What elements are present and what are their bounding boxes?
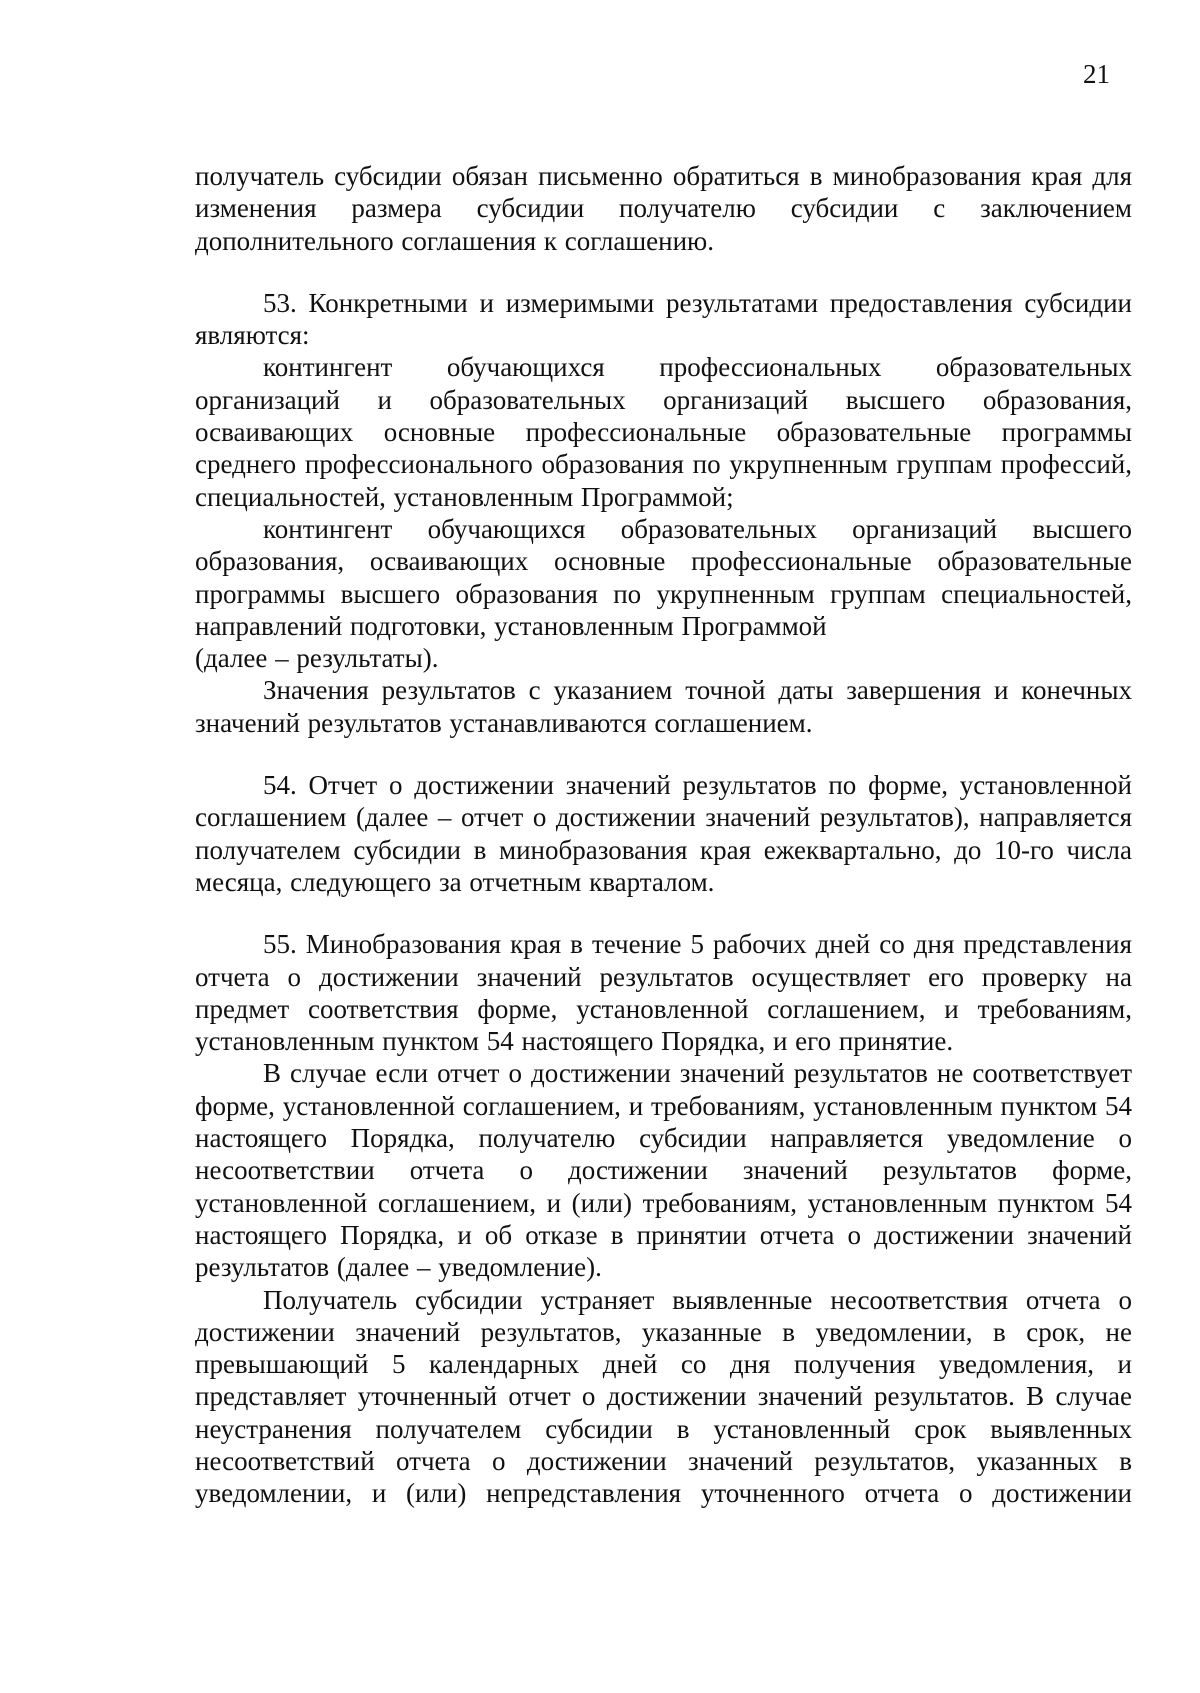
document-body: [195, 160, 1132, 1510]
paragraph-55-correction: Получатель субсидии устраняет выявленные несоответствия отчета о достижении значений результатов, указанные в уведомлении, в срок, не превышающий 5 календарных дней со дня получения уведомления, и представляет уточненный отчет о достижении значений результатов. В случае неустранения получателем субсидии в установленный срок выявленных несоответствий отчета о достижении значений результатов, указанных в уведомлении, и (или) непредставления уточненного отчета о достижении: [195, 1284, 1132, 1509]
paragraph-53-values: Значения результатов с указанием точной даты завершения и конечных значений результатов устанавливаются соглашением.: [195, 675, 1132, 738]
page-number: 21: [1083, 59, 1110, 89]
paragraph-53-note: (далее – результаты).: [195, 643, 439, 674]
paragraph-gap: [195, 739, 1132, 769]
paragraph-53: 53. Конкретными и измеримыми результатами предоставления субсидии являются:: [195, 287, 1132, 351]
paragraph-intro: получатель субсидии обязан письменно обратиться в минобразования края для изменения размера субсидии получателю субсидии с заключением дополнительного соглашения к соглашению.: [195, 161, 1132, 256]
paragraph-gap: [195, 898, 1132, 928]
paragraph-55: 55. Минобразования края в течение 5 рабочих дней со дня представления отчета о достижении значений результатов осуществляет его проверку на предмет соответствия форме, установленной соглашением, и требованиям, установленным пунктом 54 настоящего Порядка, и его принятие.: [195, 929, 1132, 1057]
paragraph-gap: [195, 257, 1132, 287]
paragraph-54: 54. Отчет о достижении значений результатов по форме, установленной соглашением (далее – отчет о достижении значений результатов), направляется получателем субсидии в минобразования края ежеквартально, до 10-го числа месяца, следующего за отчетным кварталом.: [195, 770, 1132, 897]
paragraph-53-item-1: контингент обучающихся профессиональных образовательных организаций и образовательных организаций высшего образования, осваивающих основные профессиональные образовательные программы среднего профессионального образования по укрупненным группам профессий, специальностей, установленным Программой;: [195, 352, 1132, 512]
paragraph-55-mismatch: В случае если отчет о достижении значений результатов не соответствует форме, установленной соглашением, и требованиям, установленным пунктом 54 настоящего Порядка, получателю субсидии направляется уведомление о несоответствии отчета о достижении значений результатов форме, установленной соглашением, и (или) требованиям, установленным пунктом 54 настоящего Порядка, и об отказе в принятии отчета о достижении значений результатов (далее – уведомление).: [195, 1058, 1132, 1283]
paragraph-53-item-2: контингент обучающихся образовательных организаций высшего образования, осваивающих основные профессиональные образовательные программы высшего образования по укрупненным группам специальностей, направлений подготовки, установленным Программой: [195, 513, 1132, 641]
